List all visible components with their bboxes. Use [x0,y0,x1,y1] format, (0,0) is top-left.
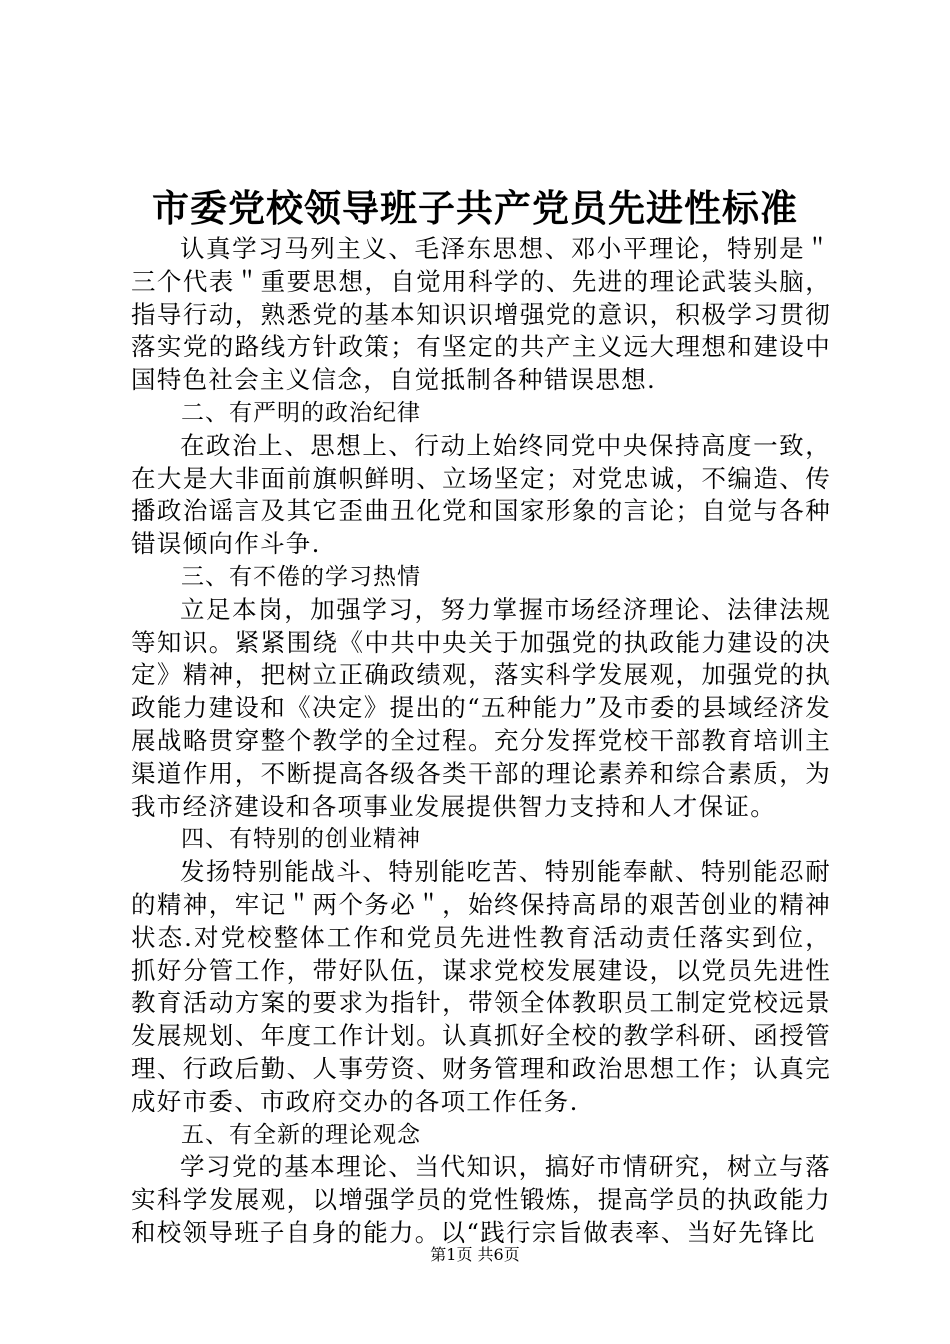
section-heading-2: 二、有严明的政治纪律 [181,399,421,426]
paragraph-entrepreneurship: 发扬特别能战斗、特别能吃苦、特别能奉献、特别能忍耐的精神，牢记＂两个务必＂，始终保持高昂的艰苦创业的精神状态.对党校整体工作和党员先进性教育活动责任落实到位，抓好分管工作，带好队伍，谋求党校发展建设，以党员先进性教育活动方案的要求为指针，带领全体教职员工制定党校远景发展规划、年度工作计划。认真抓好全校的教学科研、函授管理、行政后勤、人事劳资、财务管理和政治思想工作；认真完成好市委、市政府交办的各项工作任务. [131,857,831,1116]
section-heading-4: 四、有特别的创业精神 [181,826,421,853]
paragraph-intro: 认真学习马列主义、毛泽东思想、邓小平理论，特别是＂三个代表＂重要思想，自觉用科学的、先进的理论武装头脑，指导行动，熟悉党的基本知识识增强党的意识，积极学习贯彻落实党的路线方针政策；有坚定的共产主义远大理想和建设中国特色社会主义信念，自觉抵制各种错误思想. [131,234,831,395]
paragraph-discipline: 在政治上、思想上、行动上始终同党中央保持高度一致，在大是大非面前旗帜鲜明、立场坚定；对党忠诚，不编造、传播政治谣言及其它歪曲丑化党和国家形象的言论；自觉与各种错误倾向作斗争. [131,430,831,559]
section-heading-5: 五、有全新的理论观念 [181,1121,421,1148]
section-heading-3: 三、有不倦的学习热情 [181,563,421,590]
document-title: 市委党校领导班子共产党员先进性标准 [152,186,798,230]
page-number-footer: 第1页 共6页 [430,1245,520,1264]
paragraph-study: 立足本岗，加强学习，努力掌握市场经济理论、法律法规等知识。紧紧围绕《中共中央关于加强党的执政能力建设的决定》精神，把树立正确政绩观，落实科学发展观，加强党的执政能力建设和《决定》提出的“五种能力”及市委的县域经济发展战略贯穿整个教学的全过程。充分发挥党校干部教育培训主渠道作用，不断提高各级各类干部的理论素养和综合素质，为我市经济建设和各项事业发展提供智力支持和人才保证。 [131,594,831,821]
paragraph-theory: 学习党的基本理论、当代知识，搞好市情研究，树立与落实科学发展观，以增强学员的党性锻炼，提高学员的执政能力和校领导班子自身的能力。以“践行宗旨做表率、当好先锋比 [131,1152,831,1247]
document-body [131,233,831,1250]
